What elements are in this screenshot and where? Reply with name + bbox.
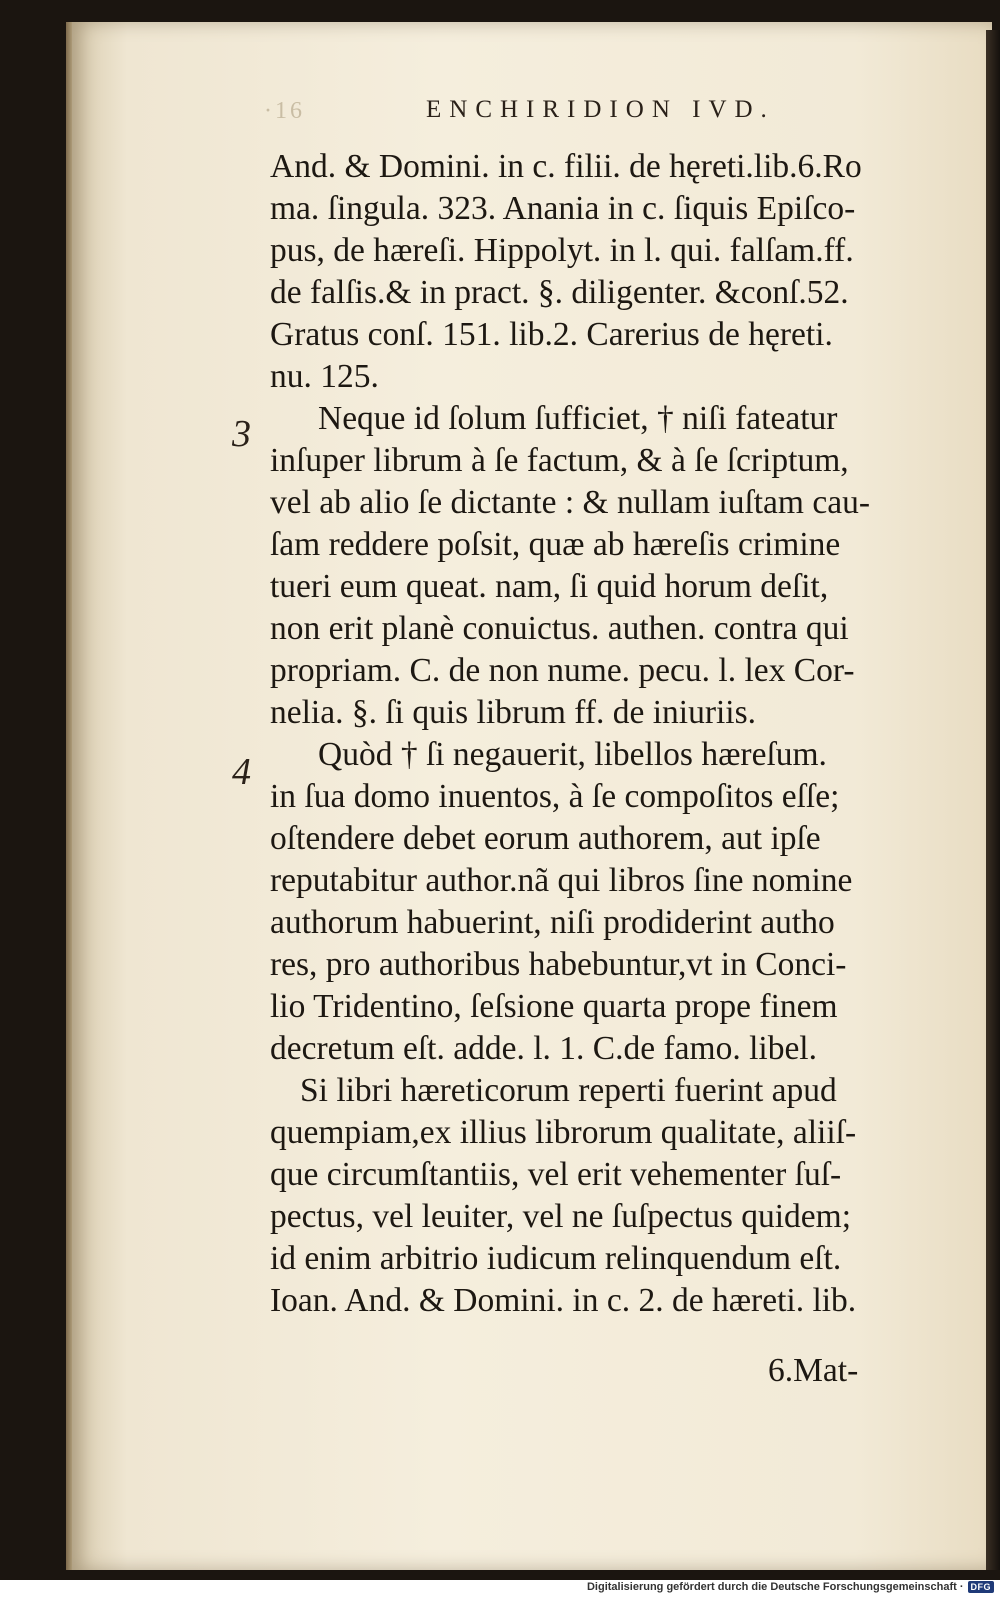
text-line: id enim arbitrio iudicum relinquendum eſt. <box>270 1240 842 1277</box>
footer <box>587 1581 994 1593</box>
text-line: ma. ſingula. 323. Anania in c. ſiquis Epiſco- <box>270 190 856 227</box>
text-line: reputabitur author.nã qui libros ſine nomine <box>270 862 853 899</box>
margin-number-4: 4 <box>232 751 251 793</box>
text-line: And. & Domini. in c. filii. de hęreti.lib.6.Ro <box>270 148 862 185</box>
text-line: decretum eſt. adde. l. 1. C.de famo. libel. <box>270 1030 817 1067</box>
text-line: ſam reddere poſsit, quæ ab hæreſis crimine <box>270 526 841 563</box>
running-head: ENCHIRIDION IVD. <box>426 96 775 123</box>
text-line: Neque id ſolum ſufficiet, † niſi fateatur <box>318 400 838 437</box>
text-line: Ioan. And. & Domini. in c. 2. de hæreti. lib. <box>270 1282 857 1319</box>
text-line: Si libri hæreticorum reperti fuerint apud <box>300 1072 837 1109</box>
footer-credit: Digitalisierung gefördert durch die Deutsche Forschungsgemeinschaft · <box>586 1581 964 1593</box>
folio-bleedthrough: ·16 <box>264 98 305 124</box>
text-line: lio Tridentino, ſeſsione quarta prope finem <box>270 988 838 1025</box>
text-line: authorum habuerint, niſi prodiderint autho <box>270 904 835 941</box>
right-page-edge <box>986 30 1000 1570</box>
text-line: quempiam,ex illius librorum qualitate, aliiſ- <box>270 1114 857 1151</box>
text-line: vel ab alio ſe dictante : & nullam iuſtam cau- <box>270 484 871 521</box>
text-line: in ſua domo inuentos, à ſe compoſitos eſſe; <box>270 778 840 815</box>
text-line: non erit planè conuictus. authen. contra qui <box>270 610 849 647</box>
text-line: pectus, vel leuiter, vel ne ſuſpectus quidem; <box>270 1198 852 1235</box>
body-text <box>270 146 960 1322</box>
text-line: nelia. §. ſi quis librum ff. de iniuriis. <box>270 694 757 731</box>
text-line: propriam. C. de non nume. pecu. l. lex Cor- <box>270 652 855 689</box>
text-line: tueri eum queat. nam, ſi quid horum deſit, <box>270 568 829 605</box>
text-line: oſtendere debet eorum authorem, aut ipſe <box>270 820 821 857</box>
text-line: que circumſtantiis, vel erit vehementer ſuſ- <box>270 1156 842 1193</box>
text-line: inſuper librum à ſe factum, & à ſe ſcriptum, <box>270 442 849 479</box>
dfg-logo: DFG <box>968 1581 995 1593</box>
text-line: nu. 125. <box>270 358 379 395</box>
text-line: de falſis.& in pract. §. diligenter. &conſ.52. <box>270 274 849 311</box>
text-line: pus, de hæreſi. Hippolyt. in l. qui. falſam.ff. <box>270 232 854 269</box>
text-line: Gratus conſ. 151. lib.2. Carerius de hęreti. <box>270 316 833 353</box>
catchword: 6.Mat- <box>768 1352 859 1389</box>
margin-number-3: 3 <box>232 413 251 455</box>
text-line: Quòd † ſi negauerit, libellos hæreſum. <box>318 736 827 773</box>
text-line: res, pro authoribus habebuntur,vt in Conci- <box>270 946 847 983</box>
